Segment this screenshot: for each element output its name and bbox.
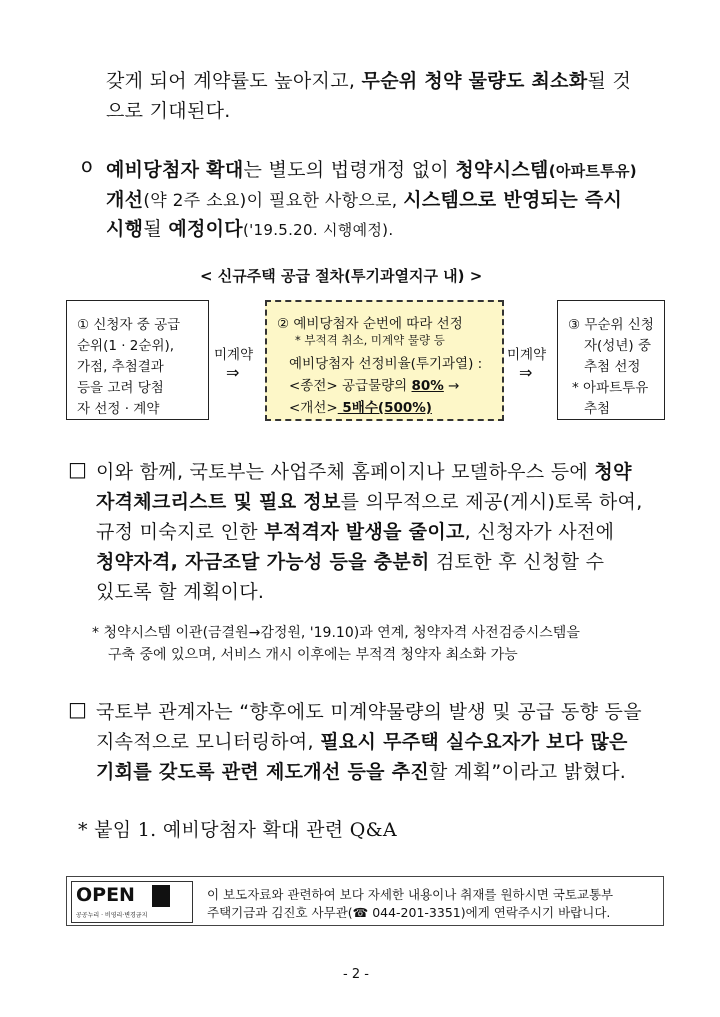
bold-text: 개선 [106, 189, 144, 211]
box-line: 추첨 선정 [584, 359, 641, 375]
text-span: (약 2주 소요)이 필요한 사항으로, [143, 191, 404, 211]
text-span: 할 계획”이라고 밝혔다. [429, 761, 627, 783]
paragraph-line [96, 547, 604, 574]
paragraph-line [106, 66, 631, 93]
paragraph-line [106, 185, 622, 212]
bold-text: (아파트투유) [548, 162, 637, 180]
process-box-1 [66, 300, 209, 420]
text-span: <개선> [289, 400, 338, 416]
bold-text: 부적격자 발생을 줄이고 [264, 521, 465, 543]
box-line: * 아파트투유 [572, 380, 649, 396]
bold-text: 예정이다 [168, 218, 243, 240]
paragraph-line: 있도록 할 계획이다. [96, 581, 265, 603]
text-span: 갖게 되어 계약률도 높아지고, [106, 70, 362, 92]
process-box-3 [557, 300, 665, 420]
box-line [289, 396, 432, 416]
box-line: 가점, 추첨결과 [77, 359, 164, 375]
text-span: , 신청자가 사전에 [464, 521, 615, 543]
box-line: 자 선정 · 계약 [77, 401, 160, 417]
bold-text: 5배수(500%) [337, 400, 432, 416]
footnote-line: * 청약시스템 이관(금결원→감정원, '19.10)과 연계, 청약자격 사전검증시스템을 [92, 625, 580, 641]
paragraph-line [96, 757, 626, 784]
open-license-logo [71, 881, 193, 923]
box-line [289, 374, 459, 394]
box-line: ① 신청자 중 공급 [77, 317, 181, 333]
page-number: - 2 - [343, 967, 369, 982]
paragraph-line [106, 214, 393, 241]
paragraph-line [96, 457, 632, 484]
bold-text: 필요시 무주택 실수요자가 보다 많은 [320, 731, 628, 753]
arrow-label: 미계약 [214, 347, 254, 363]
box-line: ② 예비당첨자 순번에 따라 선정 [277, 316, 463, 332]
text-span: 지속적으로 모니터링하여, [96, 731, 321, 753]
process-box-2 [265, 300, 504, 421]
paragraph-line [96, 727, 628, 754]
logo-subtext: 공공누리 · 비영리·변경금지 [76, 912, 148, 919]
bold-text: 시행 [106, 218, 144, 240]
bold-text: 시스템으로 반영되는 즉시 [403, 189, 623, 211]
text-span: 검토한 후 신청할 수 [429, 551, 605, 573]
footnote-line: 구축 중에 있으며, 서비스 개시 이후에는 부적격 청약자 최소화 가능 [108, 647, 518, 663]
logo-text: OPEN [76, 884, 135, 906]
contact-line: 주택기금과 김진호 사무관(☎ 044-201-3351)에게 연락주시기 바랍니다. [207, 905, 611, 920]
text-span: <종전> [289, 378, 338, 394]
text-span: 될 것 [587, 70, 632, 92]
arrow-label: 미계약 [507, 347, 547, 363]
diagram-title: < 신규주택 공급 절차(투기과열지구 내) > [200, 267, 483, 285]
circle-bullet: o [81, 155, 93, 177]
text-span: 될 [143, 218, 169, 240]
bold-text: 80% [411, 378, 444, 394]
bold-text: 청약자격, 자금조달 가능성 등을 충분히 [96, 551, 430, 573]
person-icon [152, 885, 170, 907]
bold-text: 청약 [594, 461, 632, 483]
bold-text: 무순위 청약 물량도 최소화 [361, 70, 588, 92]
box-line: 예비당첨자 선정비율(투기과열) : [289, 356, 483, 372]
text-span: 규정 미숙지로 인한 [96, 521, 265, 543]
text-span: 이와 함께, 국토부는 사업주체 홈페이지나 모델하우스 등에 [96, 461, 595, 483]
square-bullet: □ [68, 457, 87, 481]
box-line: 등을 고려 당첨 [77, 380, 164, 396]
bold-text: 청약시스템 [455, 159, 549, 181]
text-span: 를 의무적으로 제공(게시)토록 하여, [340, 491, 643, 513]
text-span: 공급물량의 [337, 378, 412, 394]
paragraph-line [106, 155, 637, 182]
box-line: 자(성년) 중 [584, 338, 651, 354]
box-note: * 부적격 취소, 미계약 물량 등 [295, 333, 445, 347]
attachment-line: * 붙임 1. 예비당첨자 확대 관련 Q&A [78, 819, 397, 841]
text-span: → [443, 378, 460, 394]
paragraph-line: 국토부 관계자는 “향후에도 미계약물량의 발생 및 공급 동향 등을 [96, 701, 642, 723]
bold-text: 기회를 갖도록 관련 제도개선 등을 추진 [96, 761, 430, 783]
box-line: ③ 무순위 신청 [568, 317, 654, 333]
text-span: 는 별도의 법령개정 없이 [243, 159, 456, 181]
contact-line: 이 보도자료와 관련하여 보다 자세한 내용이나 취재를 원하시면 국토교통부 [207, 887, 614, 902]
paragraph-line: 으로 기대된다. [106, 100, 231, 122]
text-span: ('19.5.20. 시행예정). [242, 221, 394, 239]
square-bullet: □ [68, 697, 87, 721]
bold-text: 자격체크리스트 및 필요 정보 [96, 491, 341, 513]
paragraph-line [96, 517, 614, 544]
bold-text: 예비당첨자 확대 [106, 159, 244, 181]
contact-box [66, 876, 664, 926]
paragraph-line [96, 487, 643, 514]
double-arrow-icon: ⇒ [519, 363, 533, 382]
box-line: 추첨 [584, 401, 611, 417]
box-line: 순위(1 · 2순위), [77, 338, 175, 354]
double-arrow-icon: ⇒ [226, 363, 240, 382]
